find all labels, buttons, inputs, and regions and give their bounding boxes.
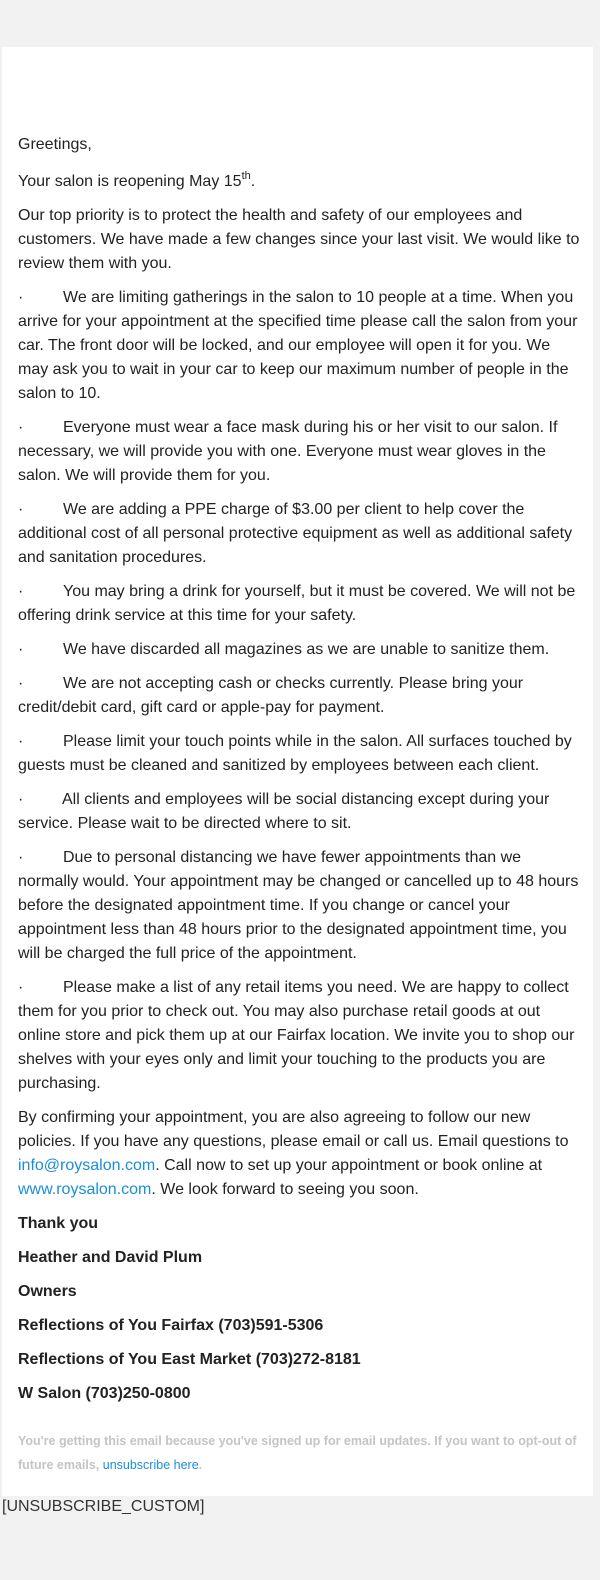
- signature-role: Owners: [18, 1283, 77, 1300]
- closing-paragraph: [18, 1106, 580, 1202]
- reopen-period: .: [250, 173, 256, 190]
- reopen-notice: [18, 170, 580, 194]
- signature-block: [18, 1212, 580, 1406]
- email-link[interactable]: info@roysalon.com: [18, 1157, 156, 1174]
- bullet-item: [18, 788, 580, 836]
- bullet-item: [18, 672, 580, 720]
- bullet-text: We are limiting gatherings in the salon to 10 people at a time. When you arrive for your appointment at the specified time please call the salon from your car. The front door will be locked, and our employee will open it for you. We may ask you to wait in your car to keep our maximum number of people in the salon to 10.: [18, 289, 578, 402]
- email-card: [2, 47, 593, 1496]
- unsubscribe-placeholder: [UNSUBSCRIBE_CUSTOM]: [2, 1498, 205, 1515]
- location-fairfax: Reflections of You Fairfax (703)591-5306: [18, 1317, 324, 1334]
- location-east-market: Reflections of You East Market (703)272-8181: [18, 1351, 361, 1368]
- bullet-dot-icon: ·: [18, 979, 24, 996]
- bullet-item: [18, 416, 580, 488]
- bullet-dot-icon: ·: [18, 641, 24, 658]
- bullet-item: [18, 498, 580, 570]
- signature-thanks: Thank you: [18, 1215, 99, 1232]
- bullet-dot-icon: ·: [18, 791, 24, 808]
- bullet-dot-icon: ·: [18, 675, 24, 692]
- bullet-dot-icon: ·: [18, 289, 24, 306]
- closing-text: By confirming your appointment, you are also agreeing to follow our new policies. If you have any questions, please email or call us. Email questions to: [18, 1109, 569, 1150]
- email-body: [18, 133, 580, 1477]
- footer-end: .: [198, 1458, 203, 1472]
- bullet-item: [18, 580, 580, 628]
- bullet-dot-icon: ·: [18, 501, 24, 518]
- bullet-item: [18, 976, 580, 1096]
- bullet-item: [18, 286, 580, 406]
- greeting: Greetings,: [18, 136, 92, 153]
- bullet-text: Please make a list of any retail items you need. We are happy to collect them for you prior to check out. You may also purchase retail goods at out online store and pick them up at our Fairfax location. We invite you to shop our shelves with your eyes only and limit your touching to the products you are purchasing.: [18, 979, 575, 1092]
- website-link[interactable]: www.roysalon.com: [18, 1181, 152, 1198]
- bullet-item: [18, 730, 580, 778]
- email-footer: [18, 1429, 580, 1477]
- closing-text: . We look forward to seeing you soon.: [151, 1181, 419, 1198]
- location-w-salon: W Salon (703)250-0800: [18, 1385, 191, 1402]
- reopen-text: Your salon is reopening May 15: [18, 173, 242, 190]
- signature-names: Heather and David Plum: [18, 1249, 203, 1266]
- reopen-superscript: th: [241, 170, 251, 182]
- bullet-dot-icon: ·: [18, 419, 24, 436]
- bullet-text: Please limit your touch points while in the salon. All surfaces touched by guests must be cleaned and sanitized by employees between each client.: [18, 733, 572, 774]
- bullet-text: We are not accepting cash or checks currently. Please bring your credit/debit card, gift card or apple-pay for payment.: [18, 675, 524, 716]
- unsubscribe-link[interactable]: unsubscribe here: [102, 1458, 199, 1472]
- bullet-item: [18, 846, 580, 966]
- bullet-text: Due to personal distancing we have fewer appointments than we normally would. Your appointment may be changed or cancelled up to 48 hours before the designated appointment time. If you change or cancel your appointment less than 48 hours prior to the designated appointment time, you will be charged the full price of the appointment.: [18, 849, 579, 962]
- bullet-text: Everyone must wear a face mask during his or her visit to our salon. If necessary, we will provide you with one. Everyone must wear gloves in the salon. We will provide them for you.: [18, 419, 558, 484]
- intro-paragraph: Our top priority is to protect the health and safety of our employees and customers. We have made a few changes since your last visit. We would like to review them with you.: [18, 207, 580, 272]
- closing-text: . Call now to set up your appointment or book online at: [155, 1157, 543, 1174]
- bullet-item: [18, 638, 580, 662]
- bullet-dot-icon: ·: [18, 849, 24, 866]
- footer-notice: You're getting this email because you've signed up for email updates. If you want to opt-out of future emails,: [18, 1434, 577, 1472]
- bullet-text: You may bring a drink for yourself, but it must be covered. We will not be offering drink service at this time for your safety.: [18, 583, 576, 624]
- bullet-dot-icon: ·: [18, 583, 24, 600]
- bullet-dot-icon: ·: [18, 733, 24, 750]
- bullet-text: We have discarded all magazines as we are unable to sanitize them.: [63, 641, 550, 658]
- bullet-text: We are adding a PPE charge of $3.00 per client to help cover the additional cost of all personal protective equipment as well as additional safety and sanitation procedures.: [18, 501, 573, 566]
- bullet-text: All clients and employees will be social distancing except during your service. Please wait to be directed where to sit.: [18, 791, 550, 832]
